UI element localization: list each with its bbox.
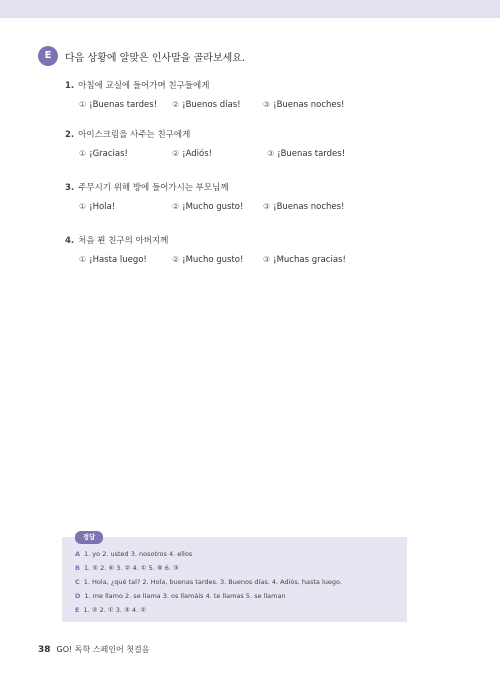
option-1[interactable]: ① ¡Buenas tardes! [79, 100, 158, 110]
question-3 [65, 181, 465, 216]
answer-row-b: B 1. ⑤ 2. ⑥ 3. ② 4. ① 5. ⑧ 6. ③ [75, 564, 179, 572]
option-3[interactable]: ③ ¡Buenas noches! [263, 100, 345, 110]
section-badge: E [38, 46, 58, 66]
option-3[interactable]: ③ ¡Muchas gracias! [263, 255, 346, 265]
option-1[interactable]: ① ¡Gracias! [79, 149, 128, 159]
option-2[interactable]: ② ¡Mucho gusto! [172, 255, 244, 265]
answer-row-c: C 1. Hola, ¿qué tal? 2. Hola, buenas tardes. 3. Buenos días. 4. Adiós, hasta luego. [75, 578, 342, 586]
question-4 [65, 234, 465, 269]
section-title: 다음 상황에 알맞은 인사말을 골라보세요. [65, 53, 246, 64]
answer-row-e: E 1. ② 2. ① 3. ③ 4. ② [75, 606, 147, 614]
options-row [65, 100, 465, 114]
options-row [65, 202, 465, 216]
question-prompt [65, 181, 465, 193]
question-text: 아이스크림을 사주는 친구에게 [78, 130, 191, 140]
page-number: 38 [38, 645, 51, 655]
question-number: 1. [65, 81, 75, 91]
question-prompt [65, 128, 465, 140]
question-number: 4. [65, 236, 75, 246]
question-1 [65, 79, 465, 114]
options-row [65, 255, 465, 269]
options-row [65, 149, 465, 163]
question-number: 2. [65, 130, 75, 140]
option-3[interactable]: ③ ¡Buenas tardes! [267, 149, 346, 159]
option-3[interactable]: ③ ¡Buenas noches! [263, 202, 345, 212]
question-text: 처음 뵌 친구의 아버지께 [78, 236, 169, 246]
option-2[interactable]: ② ¡Buenos días! [172, 100, 241, 110]
answer-row-d: D 1. me llamo 2. se llama 3. os llamáis 4. te llamas 5. se llaman [75, 592, 286, 600]
answer-key-tag: 정답 [75, 531, 103, 544]
question-prompt [65, 234, 465, 246]
question-number: 3. [65, 183, 75, 193]
option-2[interactable]: ② ¡Adiós! [172, 149, 213, 159]
option-2[interactable]: ② ¡Mucho gusto! [172, 202, 244, 212]
book-title: GO! 독학 스페인어 첫걸음 [56, 645, 150, 654]
header-band [0, 0, 500, 18]
page-footer [38, 644, 149, 655]
question-text: 아침에 교실에 들어가며 친구들에게 [78, 81, 210, 91]
question-text: 주무시기 위해 방에 들어가시는 부모님께 [78, 183, 229, 193]
question-2 [65, 128, 465, 163]
option-1[interactable]: ① ¡Hasta luego! [79, 255, 147, 265]
answer-row-a: A 1. yo 2. usted 3. nosotros 4. ellos [75, 550, 193, 558]
question-prompt [65, 79, 465, 91]
option-1[interactable]: ① ¡Hola! [79, 202, 116, 212]
